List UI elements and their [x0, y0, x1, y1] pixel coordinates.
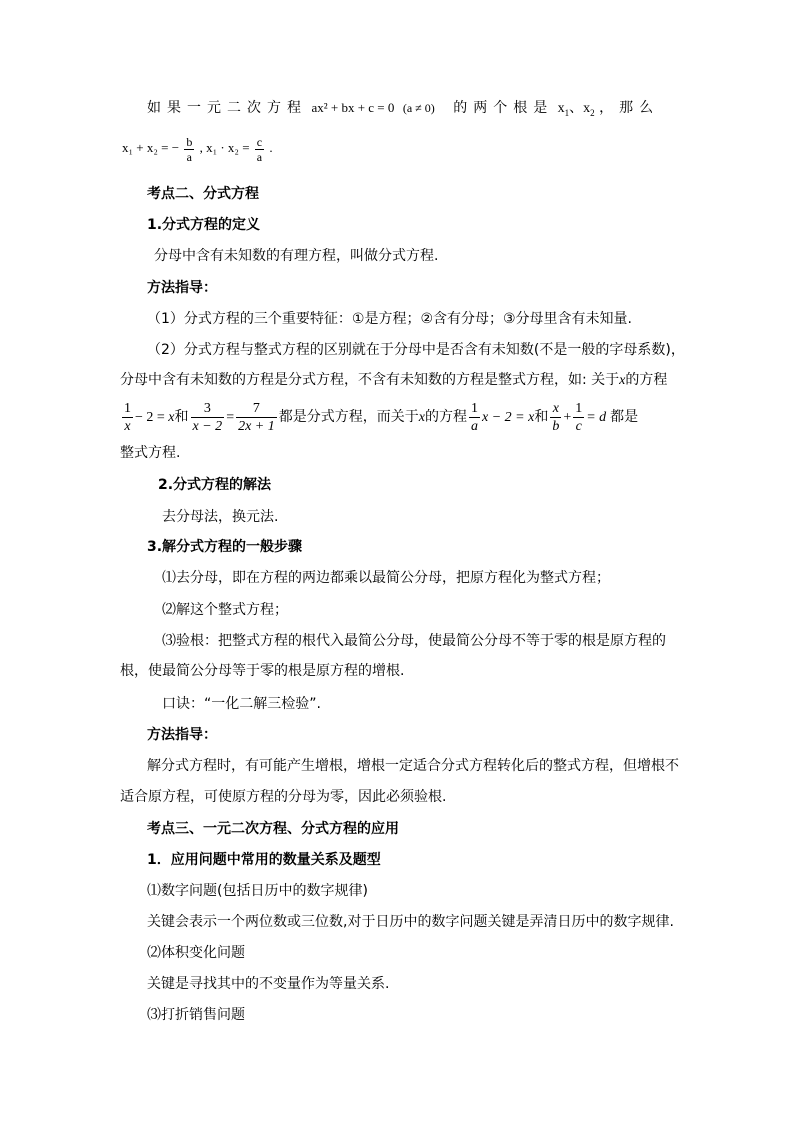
vieta-intro-line	[147, 98, 659, 123]
method-1-item-1: （1）分式方程的三个重要特征：①是方程；②含有分母；③分母里含有未知量.	[147, 311, 633, 327]
fraction-1-over-c: $\frac{1}{c}$	[575, 400, 583, 434]
s2-1-title: 1.分式方程的定义	[147, 217, 261, 233]
vieta-end: .	[269, 140, 273, 155]
step-2: ⑵解这个整式方程；	[162, 602, 288, 618]
then-text: ，那么	[599, 100, 660, 116]
s2-3-title: 3.解分式方程的一般步骤	[147, 539, 303, 555]
quadratic-equation: ax² + bx + c = 0	[311, 100, 395, 115]
method-title-2: 方法指导：	[147, 727, 217, 743]
coefficient-condition: (a ≠ 0)	[402, 101, 435, 115]
fraction-x-over-b: $\frac{x}{b}$	[552, 400, 560, 434]
q1-text: 关键会表示一个两位数或三位数,对于日历中的数字问题关键是弄清日历中的数字规律.	[147, 914, 674, 930]
q1-title: ⑴数字问题(包括日历中的数字规律)	[147, 883, 368, 899]
method-1-item-2c: 整式方程.	[120, 445, 181, 461]
method-1-item-2a: （2）分式方程与整式方程的区别就在于分母中是否含有未知数(不是一般的字母系数)，	[147, 342, 685, 358]
root-x1: $x_1$	[557, 101, 570, 118]
s3-1-title: 1．应用问题中常用的数量关系及题型	[147, 852, 381, 868]
q3-title: ⑶打折销售问题	[147, 1007, 245, 1023]
s2-1-text: 分母中含有未知数的有理方程，叫做分式方程.	[154, 248, 439, 264]
fraction-3-over-x-minus-2: $\frac{3}{x - 2}$	[192, 400, 223, 434]
method-2-text-b: 适合原方程，可使原方程的分母为零，因此必须验根.	[120, 789, 447, 805]
q2-title: ⑵体积变化问题	[147, 945, 245, 961]
method-2-text-a: 解分式方程时，有可能产生增根，增根一定适合分式方程转化后的整式方程，但增根不	[147, 758, 679, 774]
root-x2: $x_2$	[583, 101, 595, 118]
roots-text: 的两个根是	[453, 100, 554, 116]
s2-2-title: 2.分式方程的解法	[158, 477, 272, 493]
method-title-1: 方法指导：	[147, 280, 217, 296]
fraction-7-over-2x-plus-1: $\frac{7}{2x + 1}$	[238, 400, 275, 434]
step-1: ⑴去分母，即在方程的两边都乘以最简公分母，把原方程化为整式方程；	[162, 570, 610, 586]
section-3-title: 考点三、一元二次方程、分式方程的应用	[147, 821, 399, 837]
example-equations: $\frac{1}{x}$ − 2 = x和 $\frac{3}{x - 2}$ = $\frac{7}{2x + 1}$ 都是分式方程，而关于x的方程 $\frac{1}{a}$ x − 2 = x和 $\frac{x}{b}$ + $\frac{1}{c}$ = d 都是	[124, 400, 639, 434]
method-1-item-2b: 分母中含有未知数的方程是分式方程，不含有未知数的方程是整式方程，如: 关于x的方程	[120, 372, 668, 388]
fraction-c-over-a: $\frac{c}{a}$	[256, 134, 263, 164]
roots-separator: 、	[569, 100, 584, 116]
product-lhs: , x₁ · x₂ =	[199, 140, 250, 155]
section-2-title: 考点二、分式方程	[147, 186, 259, 202]
sum-lhs: x₁ + x₂ = −	[122, 140, 180, 155]
step-3b: 根，使最简公分母等于零的根是原方程的增根.	[120, 663, 405, 679]
step-3a: ⑶验根：把整式方程的根代入最简公分母，使最简公分母不等于零的根是原方程的	[162, 633, 666, 649]
fraction-1-over-a: $\frac{1}{a}$	[470, 400, 478, 434]
q2-text: 关键是寻找其中的不变量作为等量关系.	[147, 976, 390, 992]
fraction-1-over-x: $\frac{1}{x}$	[124, 400, 131, 434]
fraction-b-over-a: $\frac{b}{a}$	[186, 134, 193, 164]
mnemonic: 口诀：“一化二解三检验”.	[162, 696, 321, 712]
vieta-formulas	[122, 130, 273, 166]
vieta-intro-text: 如果一元二次方程	[147, 100, 307, 116]
s2-2-text: 去分母法，换元法.	[162, 509, 279, 525]
